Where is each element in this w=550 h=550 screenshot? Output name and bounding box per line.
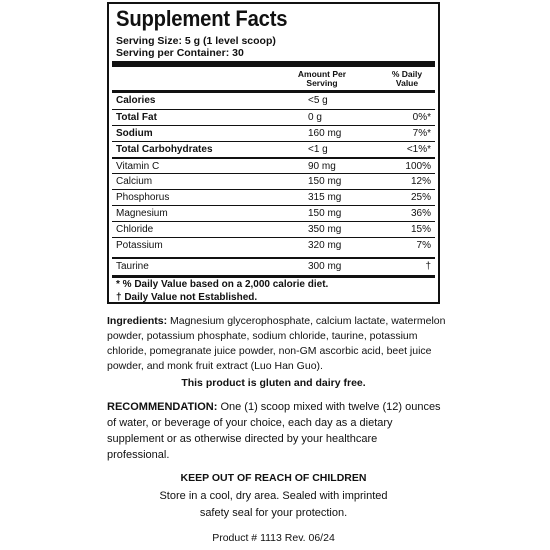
nutrient-row bbox=[112, 141, 435, 157]
nutrient-amount: <1 g bbox=[308, 144, 328, 155]
serving-size: Serving Size: 5 g (1 level scoop) bbox=[116, 35, 276, 47]
recommendation-label: RECOMMENDATION: bbox=[107, 401, 218, 413]
nutrient-name: Taurine bbox=[116, 261, 149, 272]
footnote-daily-value: * % Daily Value based on a 2,000 calorie diet. bbox=[116, 279, 329, 290]
nutrient-daily-value: † bbox=[425, 261, 431, 272]
divider-footer bbox=[112, 275, 435, 278]
nutrient-name: Phosphorus bbox=[116, 192, 170, 203]
nutrient-daily-value: <1%* bbox=[406, 144, 431, 155]
recommendation-body: One (1) scoop mixed with twelve (12) ounces of water, or beverage of your choice, each day as a dietary supplement or as otherwise directed by your healthcare professional. bbox=[107, 401, 441, 461]
nutrient-amount: 350 mg bbox=[308, 224, 342, 235]
nutrient-amount: 315 mg bbox=[308, 192, 342, 203]
nutrient-row bbox=[112, 237, 435, 253]
nutrient-row bbox=[112, 93, 435, 109]
nutrient-amount: <5 g bbox=[308, 95, 328, 106]
nutrient-row bbox=[112, 173, 435, 189]
supplement-facts-panel bbox=[107, 2, 440, 304]
header-daily-value: % Daily Value bbox=[391, 69, 423, 88]
nutrient-daily-value: 0%* bbox=[412, 112, 431, 123]
nutrient-row bbox=[112, 189, 435, 205]
nutrient-daily-value: 100% bbox=[405, 161, 431, 172]
nutrient-name: Calcium bbox=[116, 176, 153, 187]
nutrient-name: Calories bbox=[116, 95, 156, 106]
nutrient-amount: 90 mg bbox=[308, 161, 336, 172]
nutrient-row bbox=[112, 205, 435, 221]
nutrient-name: Total Carbohydrates bbox=[116, 144, 213, 155]
nutrient-row bbox=[112, 157, 435, 173]
nutrient-daily-value: 36% bbox=[410, 208, 431, 219]
children-warning: KEEP OUT OF REACH OF CHILDREN bbox=[180, 472, 367, 484]
servings-per-container: Serving per Container: 30 bbox=[116, 47, 244, 59]
nutrient-amount: 320 mg bbox=[308, 240, 342, 251]
ingredients-label: Ingredients: bbox=[107, 315, 168, 327]
nutrient-row bbox=[112, 125, 435, 141]
nutrient-amount: 0 g bbox=[308, 112, 322, 123]
gluten-dairy-note: This product is gluten and dairy free. bbox=[181, 377, 366, 389]
storage-line-1: Store in a cool, dry area. Sealed with imprinted bbox=[159, 490, 388, 502]
nutrient-row bbox=[112, 221, 435, 237]
nutrient-name: Magnesium bbox=[116, 208, 168, 219]
header-amount-per-serving: Amount Per Serving bbox=[297, 69, 347, 88]
nutrient-name: Total Fat bbox=[116, 112, 157, 123]
nutrient-amount: 150 mg bbox=[308, 176, 342, 187]
ingredients-list: Magnesium glycerophosphate, calcium lactate, watermelon powder, potassium phosphate, sodium chloride, taurine, potassium chloride, pomegranate juice powder, non-GM ascorbic acid, beet juice powder, and monk fruit extract (Luo Han Guo). bbox=[107, 315, 446, 372]
nutrient-daily-value: 7% bbox=[416, 240, 431, 251]
nutrient-name: Vitamin C bbox=[116, 161, 160, 172]
divider-thick bbox=[112, 61, 435, 67]
product-revision: Product # 1113 Rev. 06/24 bbox=[212, 532, 335, 544]
recommendation-text bbox=[107, 399, 442, 463]
nutrient-amount: 150 mg bbox=[308, 208, 342, 219]
nutrient-daily-value: 7%* bbox=[412, 128, 431, 139]
nutrient-amount: 160 mg bbox=[308, 128, 342, 139]
nutrient-row bbox=[112, 257, 435, 273]
panel-title: Supplement Facts bbox=[116, 6, 288, 31]
footnote-not-established: † Daily Value not Established. bbox=[116, 292, 258, 303]
nutrient-name: Chloride bbox=[116, 224, 154, 235]
nutrient-daily-value: 12% bbox=[410, 176, 431, 187]
nutrient-amount: 300 mg bbox=[308, 261, 342, 272]
ingredients-text bbox=[107, 314, 447, 374]
nutrient-daily-value: 25% bbox=[410, 192, 431, 203]
nutrient-name: Sodium bbox=[116, 128, 153, 139]
storage-line-2: safety seal for your protection. bbox=[199, 507, 348, 519]
nutrient-row bbox=[112, 109, 435, 125]
nutrient-name: Potassium bbox=[116, 240, 163, 251]
nutrient-daily-value: 15% bbox=[410, 224, 431, 235]
